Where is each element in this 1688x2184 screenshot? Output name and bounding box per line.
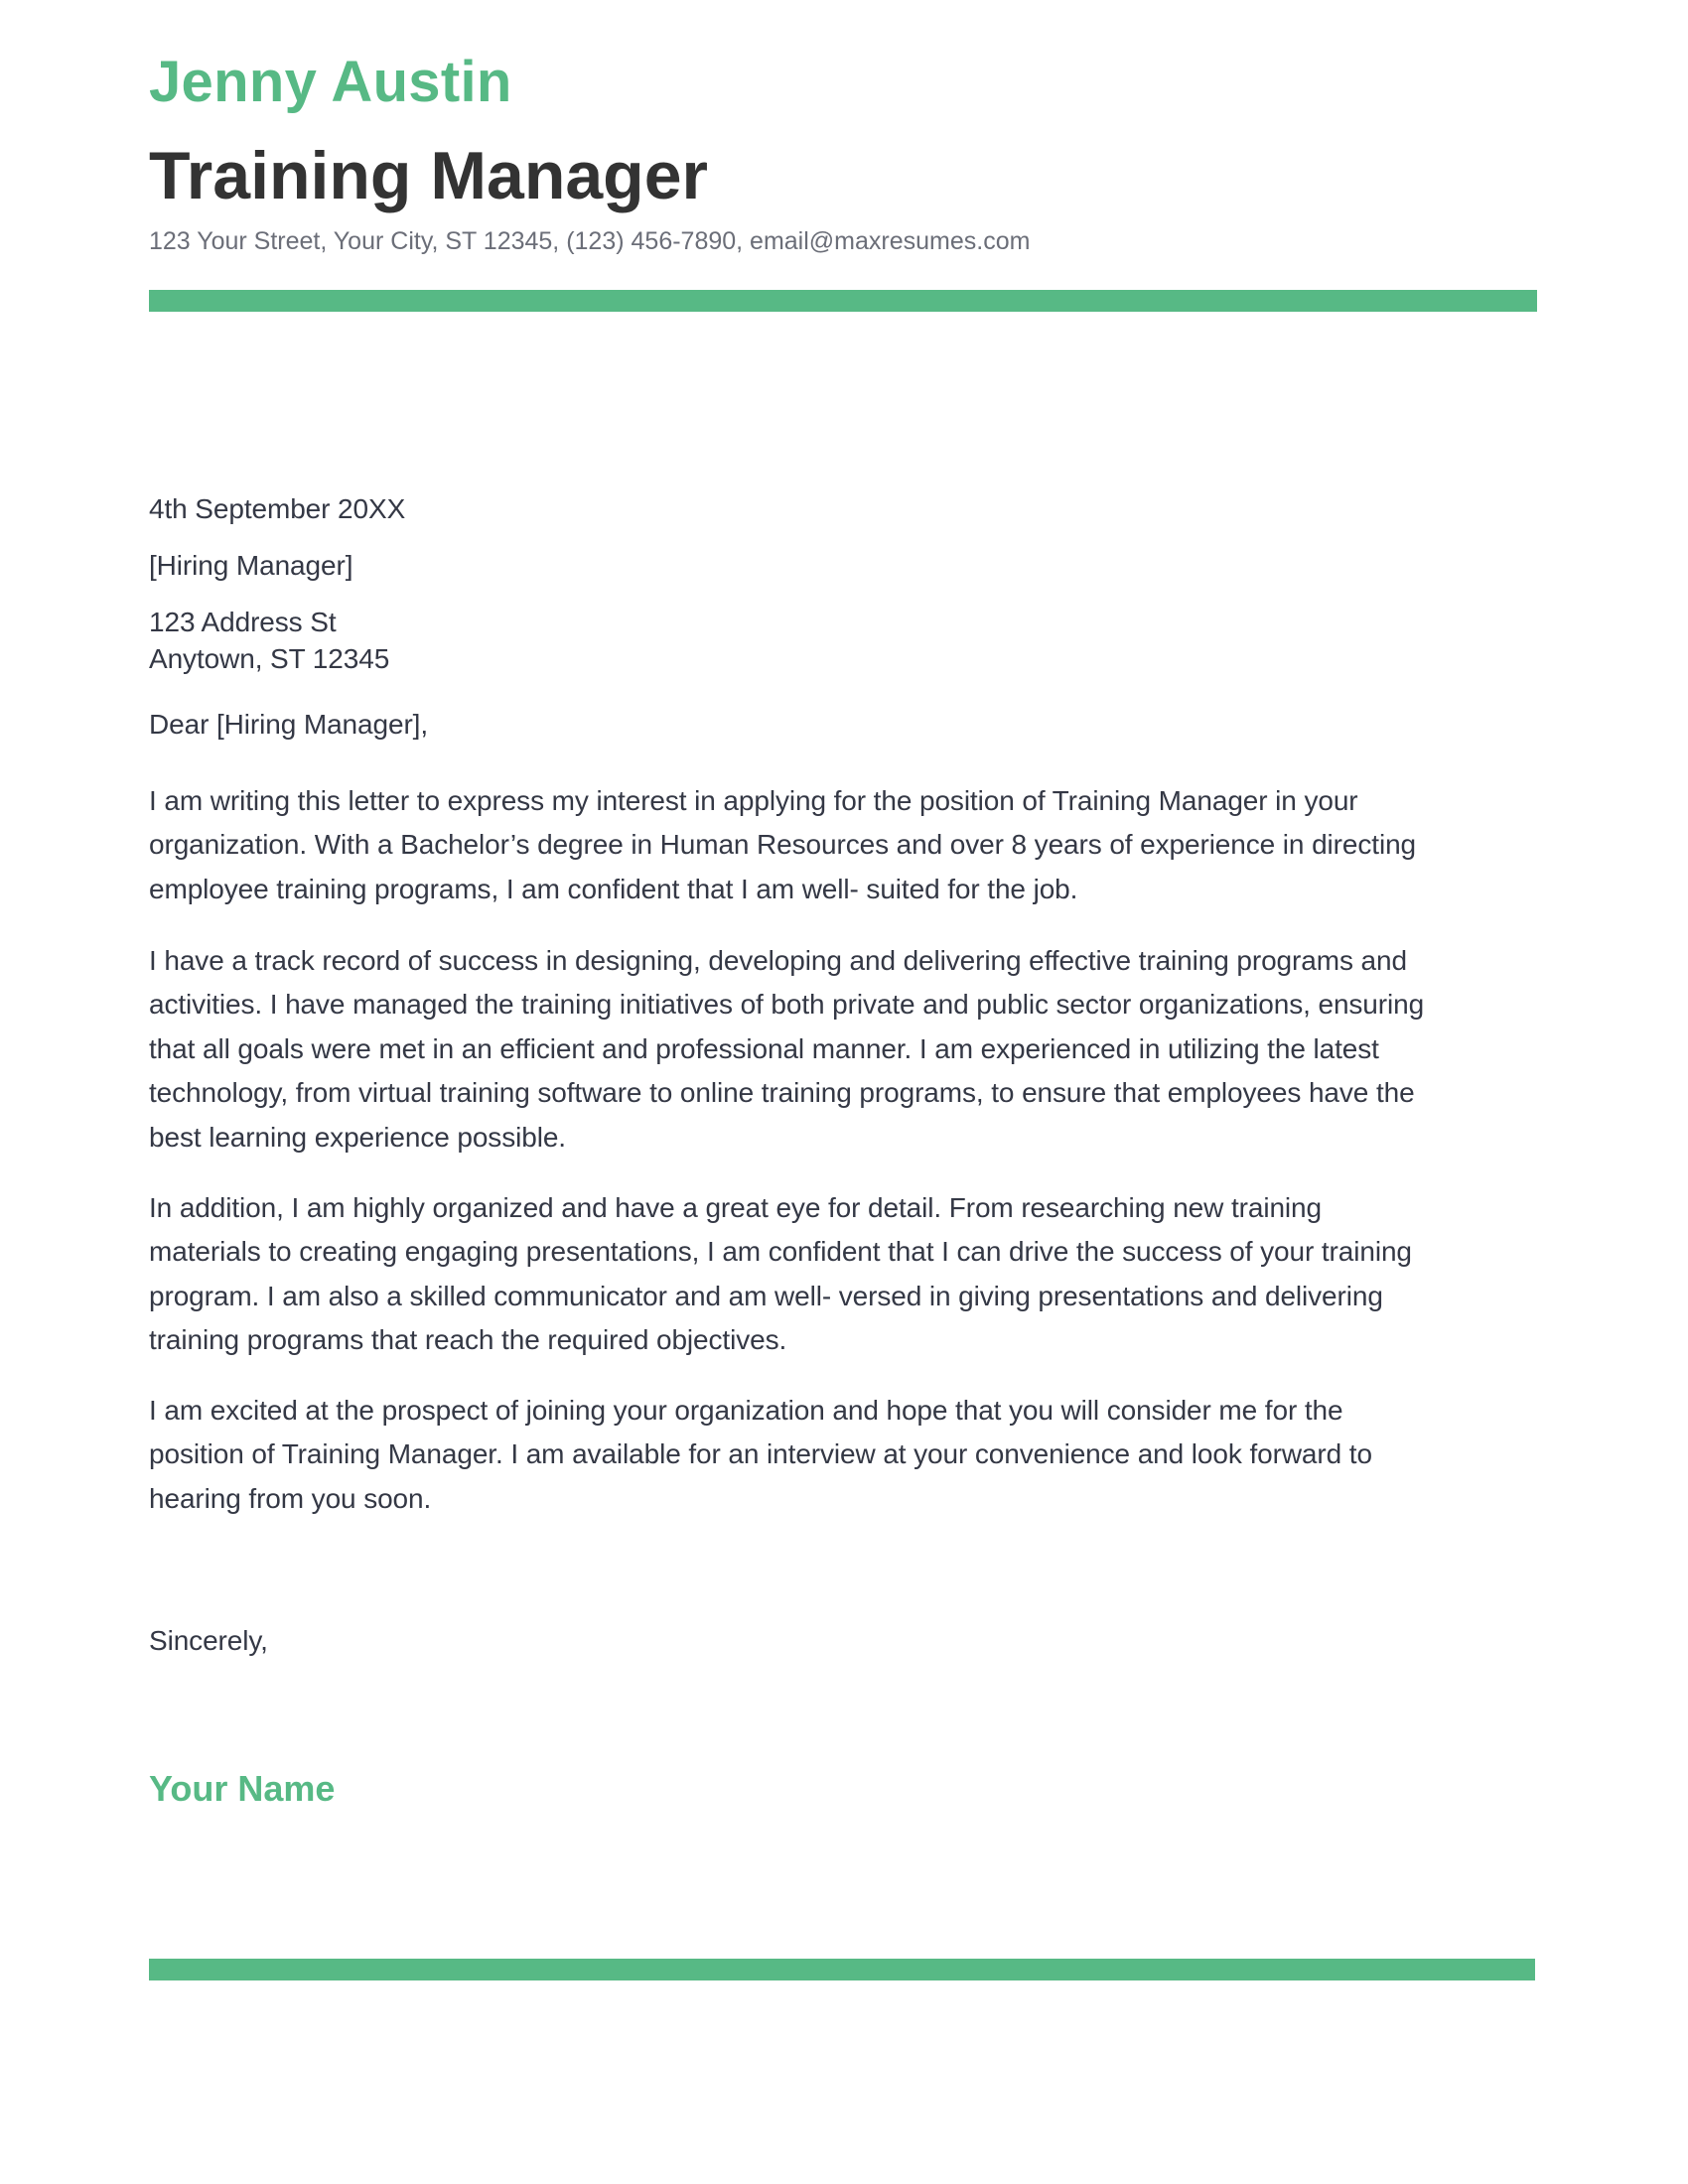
paragraph-line: materials to creating engaging presentations, I am confident that I can drive the success of your training bbox=[149, 1236, 1412, 1268]
paragraph-line: best learning experience possible. bbox=[149, 1121, 566, 1153]
contact-info: 123 Your Street, Your City, ST 12345, (123) 456-7890, email@maxresumes.com bbox=[149, 227, 1031, 255]
paragraph-line: program. I am also a skilled communicator and am well- versed in giving presentations and delivering bbox=[149, 1280, 1383, 1311]
body-paragraph-3 bbox=[149, 1186, 1412, 1363]
paragraph-line: position of Training Manager. I am available for an interview at your convenience and look forward to bbox=[149, 1438, 1372, 1470]
job-title: Training Manager bbox=[149, 138, 708, 213]
recipient-address-line1: 123 Address St bbox=[149, 607, 337, 637]
header-divider bbox=[149, 290, 1537, 312]
paragraph-line: technology, from virtual training software to online training programs, to ensure that employees have the bbox=[149, 1077, 1415, 1109]
salutation: Dear [Hiring Manager], bbox=[149, 709, 429, 740]
body-paragraph-2 bbox=[149, 939, 1424, 1160]
paragraph-line: I am writing this letter to express my interest in applying for the position of Training Manager in your bbox=[149, 785, 1358, 816]
closing: Sincerely, bbox=[149, 1625, 268, 1656]
paragraph-line: activities. I have managed the training initiatives of both private and public sector organizations, ensuring bbox=[149, 989, 1425, 1021]
recipient-name: [Hiring Manager] bbox=[149, 550, 353, 581]
recipient-address-line2: Anytown, ST 12345 bbox=[149, 643, 390, 674]
signature-name: Your Name bbox=[149, 1768, 336, 1809]
body-paragraph-1 bbox=[149, 779, 1416, 911]
paragraph-line: hearing from you soon. bbox=[149, 1482, 432, 1514]
paragraph-line: training programs that reach the required objectives. bbox=[149, 1324, 787, 1356]
paragraph-line: organization. With a Bachelor’s degree in Human Resources and over 8 years of experience in directing bbox=[149, 829, 1417, 861]
paragraph-line: employee training programs, I am confident that I am well- suited for the job. bbox=[149, 873, 1078, 904]
footer-divider bbox=[149, 1959, 1535, 1980]
paragraph-line: I have a track record of success in designing, developing and delivering effective training programs and bbox=[149, 945, 1407, 976]
letter-date: 4th September 20XX bbox=[149, 493, 406, 524]
body-paragraph-4 bbox=[149, 1389, 1372, 1521]
paragraph-line: that all goals were met in an efficient and professional manner. I am experienced in utilizing the latest bbox=[149, 1032, 1379, 1064]
applicant-name: Jenny Austin bbox=[149, 50, 512, 114]
paragraph-line: I am excited at the prospect of joining your organization and hope that you will consider me for the bbox=[149, 1395, 1343, 1426]
paragraph-line: In addition, I am highly organized and have a great eye for detail. From researching new training bbox=[149, 1192, 1322, 1223]
